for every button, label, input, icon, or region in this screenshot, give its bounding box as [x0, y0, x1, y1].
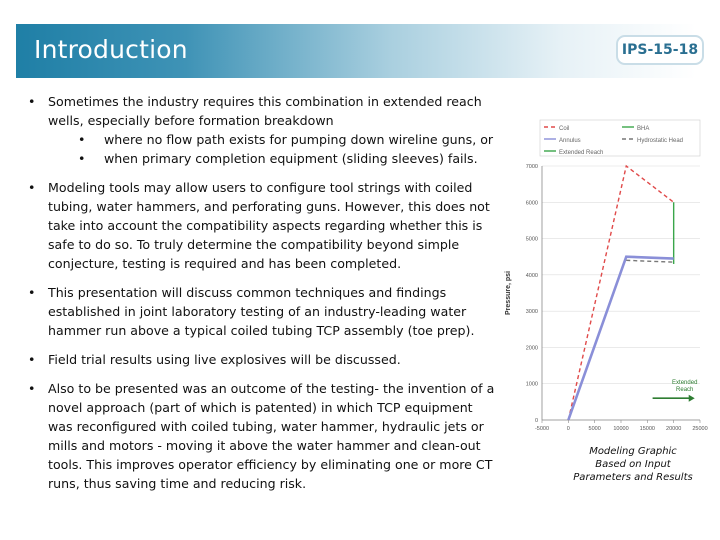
series-line-annulus: [568, 257, 673, 420]
bullet-item: [28, 178, 498, 273]
pressure-chart: [500, 118, 708, 434]
bullet-text: Modeling tools may allow users to configure tool strings with coiled tubing, water hammers, and perforating guns. However, this does not take into account the compatibility aspects regarding whether this is safe to do so. To truly determine the compatibility beyond simple conjecture, testing is required and has been completed.: [48, 180, 490, 271]
legend-label: Extended Reach: [559, 150, 604, 156]
header-bar: [16, 24, 699, 78]
y-tick-label: 4000: [525, 272, 538, 279]
x-tick-label: 5000: [588, 426, 601, 432]
caption-line: Parameters and Results: [573, 472, 693, 483]
legend-label: Hydrostatic Head: [637, 138, 684, 144]
y-tick-label: 6000: [525, 200, 538, 207]
x-tick-label: 10000: [613, 426, 629, 432]
y-tick-label: 0: [534, 418, 538, 424]
x-tick-label: -5000: [534, 426, 550, 432]
series-line-coil: [568, 166, 673, 420]
y-tick-label: 1000: [525, 381, 538, 388]
bullet-text: Sometimes the industry requires this combination in extended reach wells, especially before formation breakdown: [48, 94, 482, 128]
bullet-item: [28, 379, 498, 493]
extended-reach-arrowhead: [689, 395, 695, 402]
annotation-label: Reach: [676, 387, 694, 394]
x-tick-label: 0: [566, 426, 570, 432]
bullet-marker: •: [78, 151, 86, 166]
legend-label: Annulus: [559, 138, 581, 144]
bullet-marker: •: [28, 381, 36, 396]
bullet-list: [28, 92, 498, 503]
bullet-marker: •: [28, 285, 36, 300]
sub-bullet-text: where no flow path exists for pumping down wireline guns, or: [104, 132, 494, 147]
legend-label: Coil: [559, 126, 570, 132]
y-tick-label: 5000: [525, 236, 538, 243]
bullet-text: Also to be presented was an outcome of the testing- the invention of a novel approach (part of which is patented) in which TCP equipment was reconfigured with coiled tubing, water hammer, hydraulic jets or mills and motors - moving it above the water hammer and clean-out tools. This improves operator efficiency by eliminating one or more CT runs, thus saving time and reducing risk.: [48, 381, 495, 491]
document-id-badge: IPS-15-18: [616, 35, 704, 65]
caption-line: Based on Input: [595, 459, 671, 470]
bullet-marker: •: [28, 352, 36, 367]
bullet-marker: •: [78, 132, 86, 147]
bullet-item: [28, 92, 498, 168]
x-tick-label: 15000: [639, 426, 655, 432]
chart-caption: [566, 445, 700, 484]
bullet-marker: •: [28, 94, 36, 109]
bullet-text: Field trial results using live explosives will be discussed.: [48, 352, 401, 367]
bullet-text: This presentation will discuss common techniques and findings established in joint laboratory testing of an industry-leading water hammer run above a typical coiled tubing TCP assembly (toe prep).: [48, 285, 475, 338]
y-tick-label: 7000: [525, 164, 538, 170]
bullet-marker: •: [28, 180, 36, 195]
annotation-label: Extended: [672, 380, 698, 387]
page-title: Introduction: [34, 35, 188, 64]
bullet-item: [28, 283, 498, 340]
bullet-item: [28, 350, 498, 369]
legend-label: BHA: [637, 126, 650, 132]
y-tick-label: 2000: [525, 345, 538, 352]
caption-line: Modeling Graphic: [589, 446, 677, 457]
series-line-hydrostatic-head: [626, 260, 673, 262]
sub-bullet-item: [48, 130, 498, 149]
y-axis-label: Pressure, psi: [505, 271, 512, 315]
x-tick-label: 20000: [666, 426, 682, 432]
y-tick-label: 3000: [525, 309, 538, 316]
sub-bullet-item: [48, 149, 498, 168]
x-tick-label: 25000: [692, 426, 708, 432]
sub-bullet-text: when primary completion equipment (sliding sleeves) fails.: [104, 151, 478, 166]
